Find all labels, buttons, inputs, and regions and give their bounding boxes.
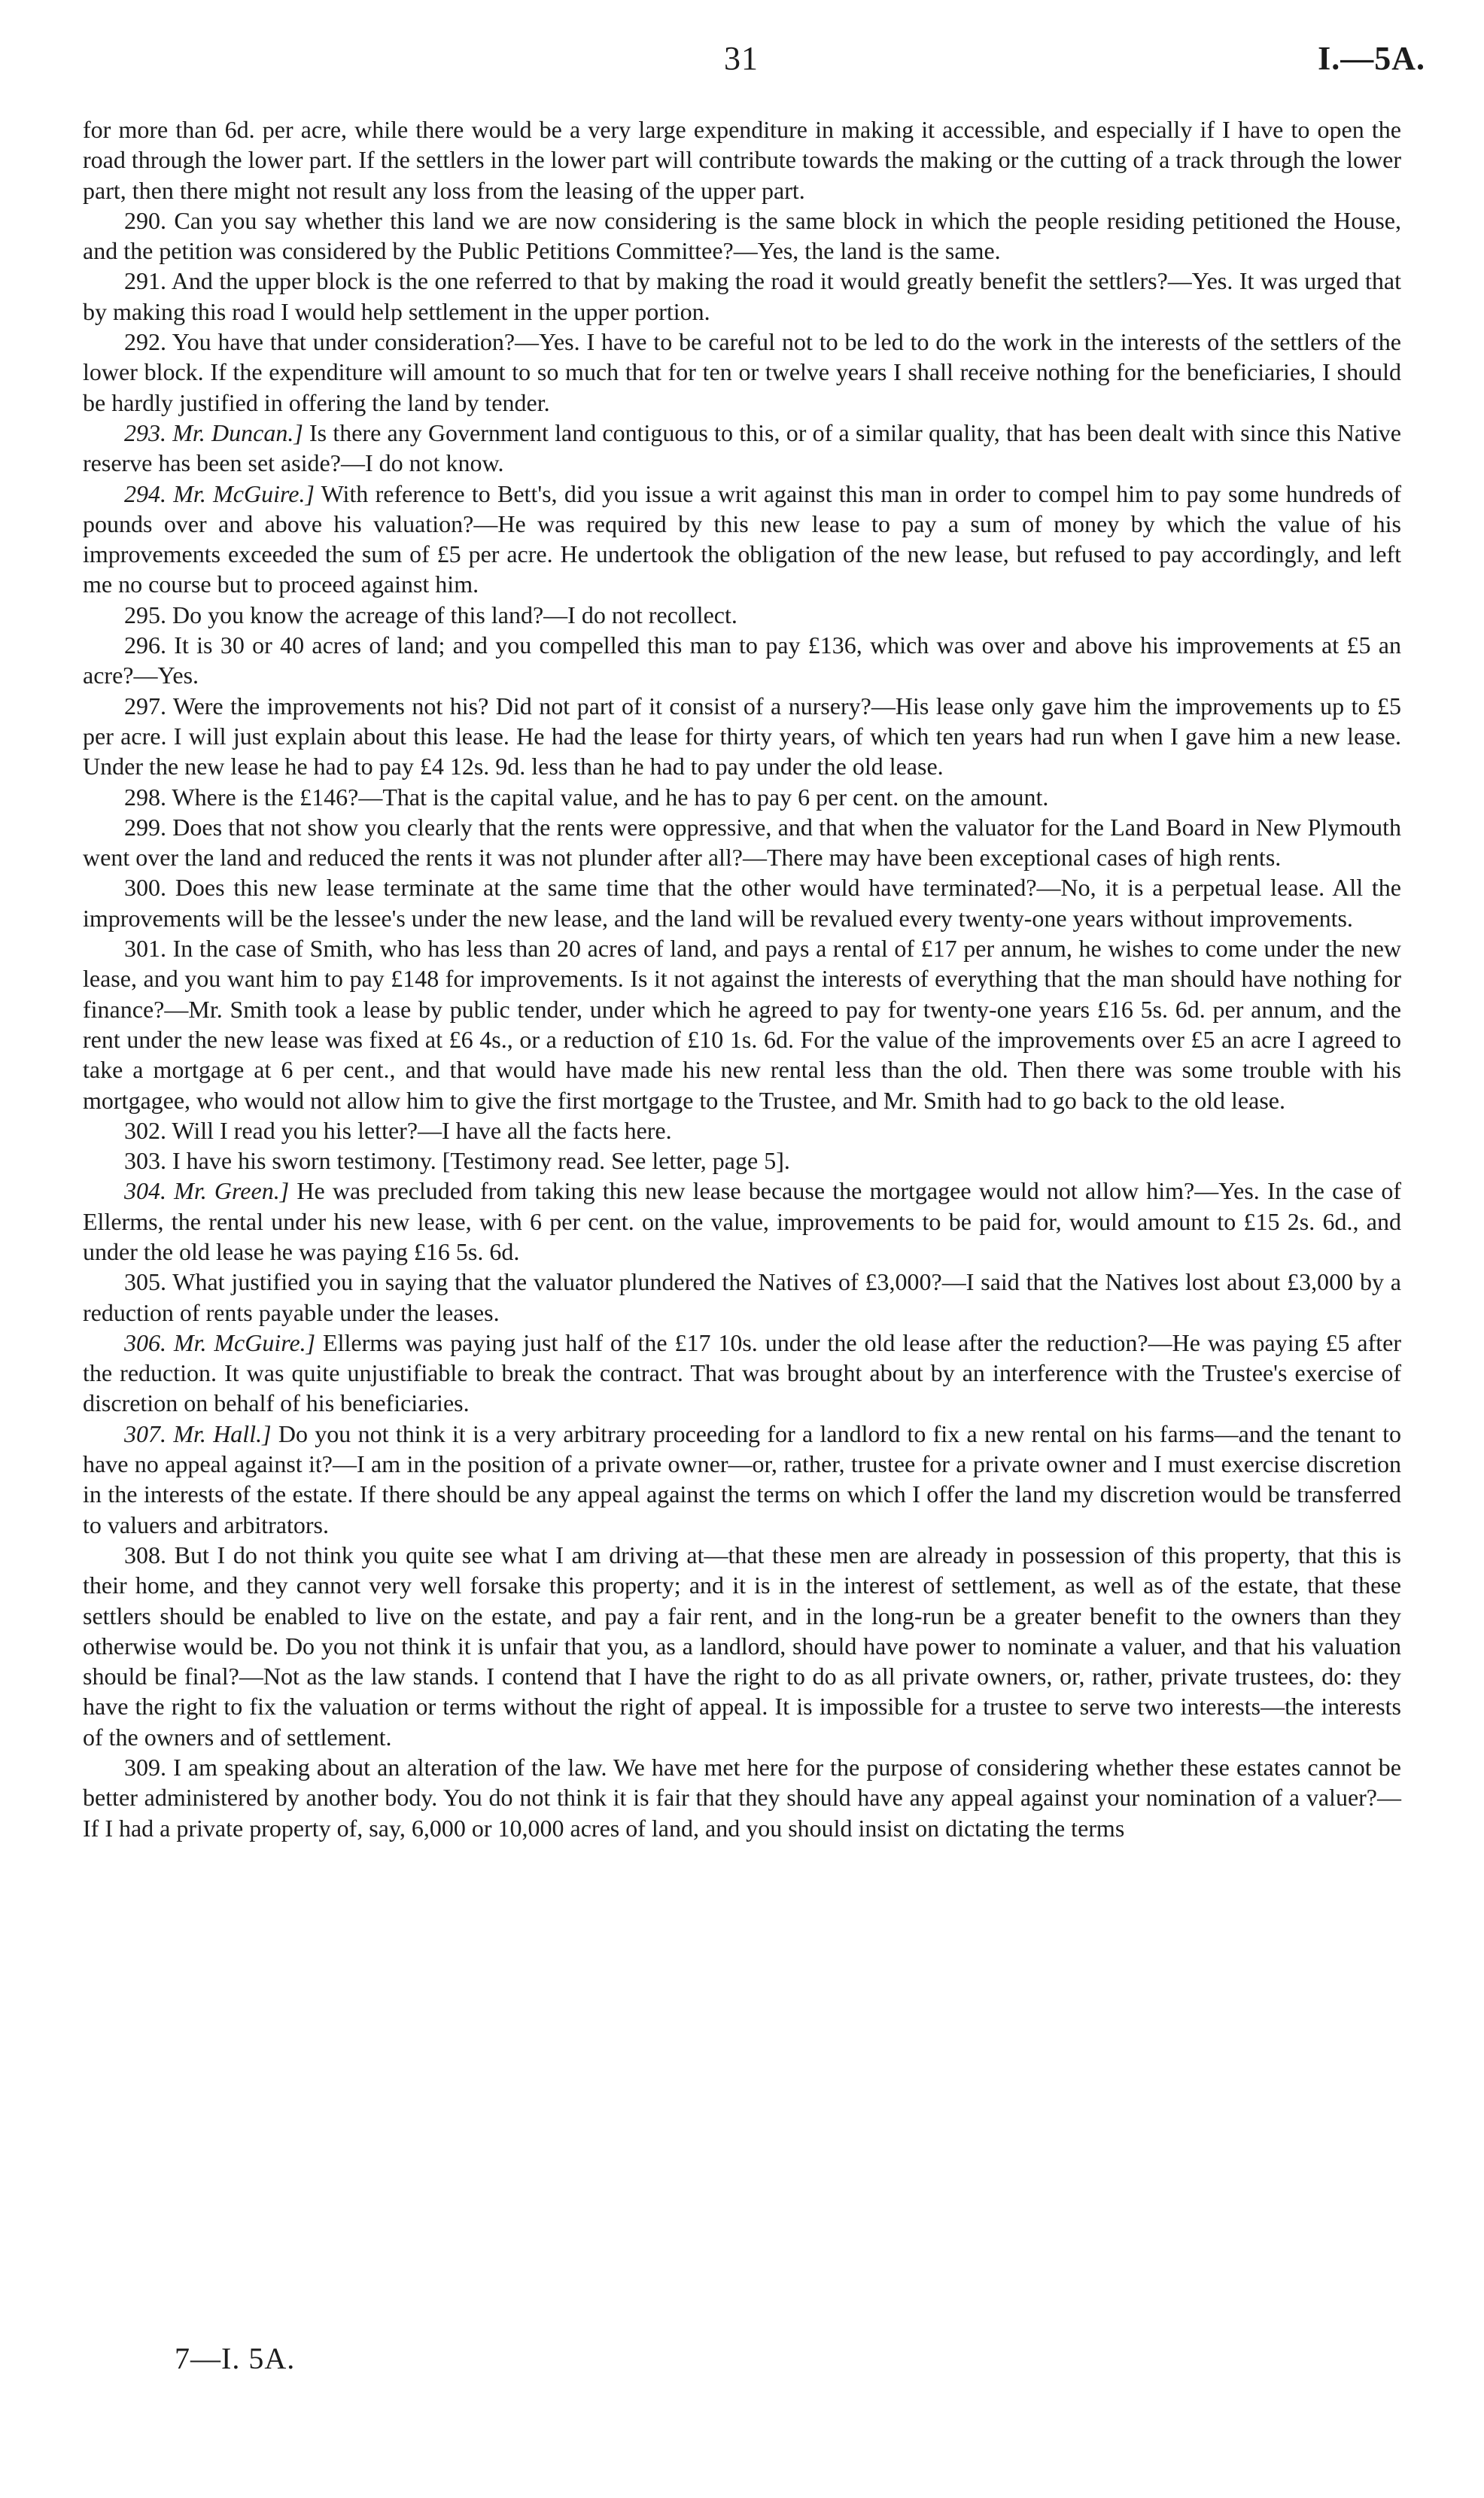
paragraph-300	[83, 872, 1401, 933]
speaker-label: 304. Mr. Green.]	[124, 1177, 290, 1205]
paragraph-303	[83, 1146, 1401, 1176]
signature-mark: 7—I. 5A.	[175, 2341, 296, 2375]
paragraph-text: for more than 6d. per acre, while there would be a very large expenditure in making it accessible, and especially if I have to open the road through the lower part. If the settlers in the lower part will contribute towards the making or the cutting of a track through the lower part, then there might not result any loss from the leasing of the upper part.	[83, 116, 1401, 204]
paragraph-text: 298. Where is the £146?—That is the capital value, and he has to pay 6 per cent. on the amount.	[124, 783, 1049, 811]
paragraph-text: 309. I am speaking about an alteration of the law. We have met here for the purpose of considering whether these estates cannot be better administered by another body. You do not think it is fair that they should have any appeal against your nomination of a valuer?—If I had a private property of, say, 6,000 or 10,000 acres of land, and you should insist on dictating the terms	[83, 1754, 1401, 1842]
paragraph-text: 302. Will I read you his letter?—I have all the facts here.	[124, 1116, 672, 1144]
paragraph-293	[83, 418, 1401, 479]
paragraph-299	[83, 812, 1401, 873]
paragraph-290	[83, 205, 1401, 266]
paragraph-text: 299. Does that not show you clearly that the rents were oppressive, and that when the valuator for the Land Board in New Plymouth went over the land and reduced the rents it was not plunder after all?—There may have been exceptional cases of high rents.	[83, 813, 1401, 872]
paragraph-text: Ellerms was paying just half of the £17 10s. under the old lease after the reduction?—He was paying £5 after the reduction. It was quite unjustifiable to break the contract. That was brought about by an interference with the Trustee's exercise of discretion on behalf of his beneficiaries.	[83, 1328, 1402, 1417]
paragraph-297	[83, 691, 1401, 782]
paragraph-307	[83, 1419, 1401, 1540]
paragraph-295	[83, 600, 1401, 630]
paragraph-291	[83, 266, 1401, 327]
paragraph-text: 300. Does this new lease terminate at the same time that the other would have terminated?—No, it is a perpetual lease. All the improvements will be the lessee's under the new lease, and the land will be revalued every twenty-one years without improvements.	[83, 874, 1401, 932]
paragraph-text: 296. It is 30 or 40 acres of land; and you compelled this man to pay £136, which was over and above his improvements at £5 an acre?—Yes.	[83, 631, 1401, 689]
paragraph-294	[83, 479, 1401, 600]
body-text	[83, 114, 1401, 1843]
paragraph-306	[83, 1328, 1401, 1419]
paragraph-text: With reference to Bett's, did you issue a writ against this man in order to compel him to pay some hundreds of pounds over and above his valuation?—He was required by this new lease to pay a sum of money by which the value of his improvements exceeded the sum of £5 per acre. He undertook the obligation of the new lease, but refused to pay accordingly, and left me no course but to proceed against him.	[83, 479, 1402, 598]
paragraph-304	[83, 1176, 1401, 1267]
paragraph-text: Do you not think it is a very arbitrary proceeding for a landlord to fix a new rental on his farms—and the tenant to have no appeal against it?—I am in the position of a private owner—or, rather, trustee for a private owner and I must exercise discretion in the interests of the estate. If there should be any appeal against the terms on which I offer the land my discretion would be transferred to valuers and arbitrators.	[83, 1419, 1402, 1538]
paragraph-text: 305. What justified you in saying that the valuator plundered the Natives of £3,000?—I said that the Natives lost about £3,000 by a reduction of rents payable under the leases.	[83, 1268, 1401, 1326]
paragraph-305	[83, 1267, 1401, 1328]
paragraph-text: 295. Do you know the acreage of this land?—I do not recollect.	[124, 601, 737, 628]
page-number: 31	[724, 40, 759, 77]
paragraph-298	[83, 782, 1401, 812]
paragraph-text: Is there any Government land contiguous to this, or of a similar quality, that has been dealt with since this Native reserve has been set aside?—I do not know.	[83, 418, 1402, 477]
paragraph-296	[83, 630, 1401, 691]
speaker-label: 293. Mr. Duncan.]	[124, 418, 303, 446]
paragraph-text: 290. Can you say whether this land we are now considering is the same block in which the people residing petitioned the House, and the petition was considered by the Public Petitions Committee?—Yes, the land is the same.	[83, 206, 1401, 265]
series-reference: I.—5A.	[1318, 40, 1425, 77]
paragraph-309	[83, 1752, 1401, 1843]
paragraph-text: 308. But I do not think you quite see what I am driving at—that these men are already in possession of this property, that this is their home, and they cannot very well forsake this property; and it is in the interest of settlement, as well as of the estate, that these settlers should be enabled to live on the estate, and pay a fair rent, and in the long-run be a greater benefit to the owners than they otherwise would be. Do you not think it is unfair that you, as a landlord, should have power to nominate a valuer, and that his valuation should be final?—Not as the law stands. I contend that I have the right to do as all private owners, or, rather, private trustees, do: they have the right to fix the valuation or terms without the right of appeal. It is impossible for a trustee to serve two interests—the interests of the owners and of settlement.	[83, 1541, 1401, 1751]
paragraph-302	[83, 1115, 1401, 1146]
speaker-label: 306. Mr. McGuire.]	[124, 1328, 316, 1356]
paragraph-text: He was precluded from taking this new lease because the mortgagee would not allow him?—Yes. In the case of Ellerms, the rental under his new lease, with 6 per cent. on the value, improvements to be paid for, would amount to £15 2s. 6d., and under the old lease he was paying £16 5s. 6d.	[83, 1177, 1402, 1265]
paragraph-text: 301. In the case of Smith, who has less than 20 acres of land, and pays a rental of £17 per annum, he wishes to come under the new lease, and you want him to pay £148 for improvements. Is it not against the interests of everything that the man should have nothing for finance?—Mr. Smith took a lease by public tender, under which he agreed to pay for twenty-one years £16 5s. 6d. per annum, and the rent under the new lease was fixed at £6 4s., or a reduction of £10 1s. 6d. For the value of the improvements over £5 an acre I agreed to take a mortgage at 6 per cent., and that would have made his new rental less than the old. Then there was some trouble with his mortgagee, who would not allow him to give the first mortgage to the Trustee, and Mr. Smith had to go back to the old lease.	[83, 935, 1401, 1114]
paragraph-text: 291. And the upper block is the one referred to that by making the road it would greatly benefit the settlers?—Yes. It was urged that by making this road I would help settlement in the upper portion.	[83, 267, 1401, 325]
paragraph-continued	[83, 114, 1401, 205]
speaker-label: 294. Mr. McGuire.]	[124, 479, 315, 507]
paragraph-301	[83, 933, 1401, 1115]
paragraph-text: 303. I have his sworn testimony. [Testimony read. See letter, page 5].	[124, 1147, 790, 1175]
speaker-label: 307. Mr. Hall.]	[124, 1419, 272, 1447]
paragraph-292	[83, 327, 1401, 418]
paragraph-text: 297. Were the improvements not his? Did not part of it consist of a nursery?—His lease only gave him the improvements up to £5 per acre. I will just explain about this lease. He had the lease for thirty years, of which ten years had run when I gave him a new lease. Under the new lease he had to pay £4 12s. 9d. less than he had to pay under the old lease.	[83, 692, 1401, 780]
paragraph-308	[83, 1540, 1401, 1752]
paragraph-text: 292. You have that under consideration?—Yes. I have to be careful not to be led to do the work in the interests of the settlers of the lower block. If the expenditure will amount to so much that for ten or twelve years I shall receive nothing for the beneficiaries, I should be hardly justified in offering the land by tender.	[83, 328, 1401, 416]
